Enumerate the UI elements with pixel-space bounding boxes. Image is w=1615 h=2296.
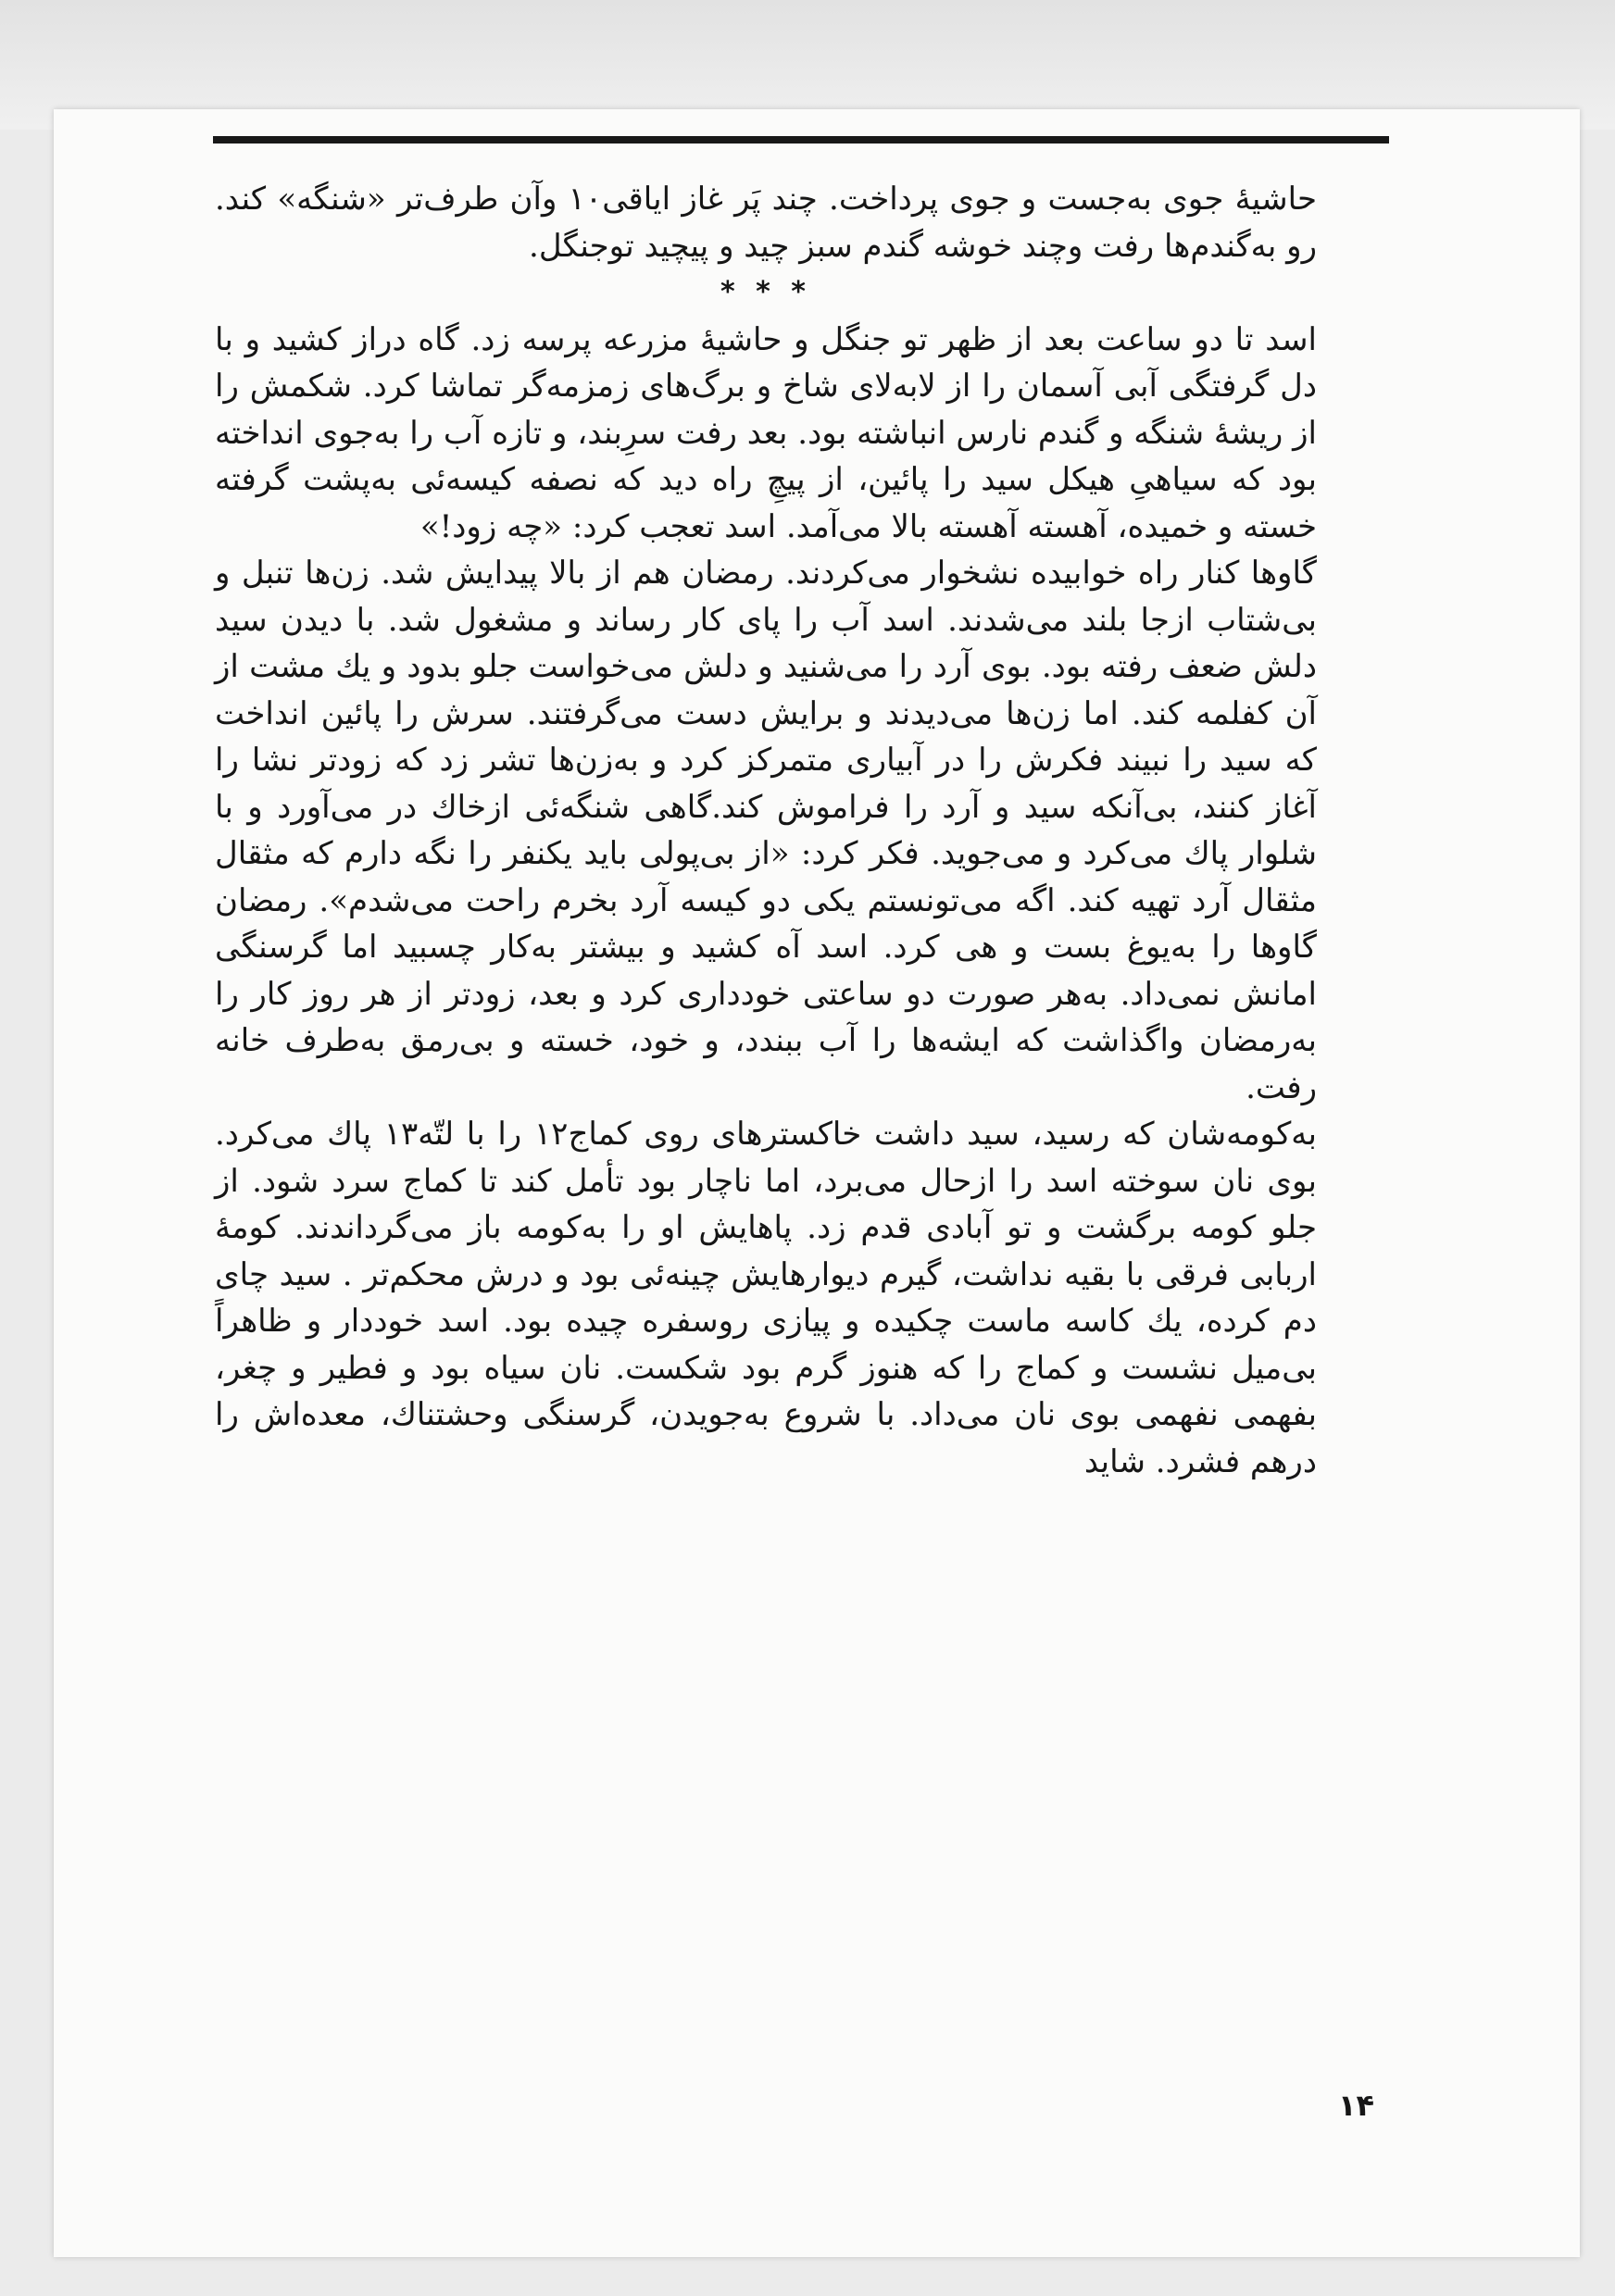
header-rule: [213, 136, 1389, 144]
body-text: [215, 176, 1317, 1485]
paragraph-3: گاوها کنار راه خوابیده نشخوار می‌کردند. رمضان هم از بالا پیدایش شد. زن‌ها تنبل و بی‌شتاب ازجا بلند می‌شدند. اسد آب را پای کار رساند و مشغول شد. با دیدن سید دلش ضعف رفته بود. بوی آرد را می‌شنید و دلش می‌خواست جلو بدود و یك مشت از آن کفلمه کند. اما زن‌ها می‌دیدند و برایش دست می‌گرفتند. سرش را پائین انداخت که سید را نبیند فکرش را در آبیاری متمرکز کرد و به‌زن‌ها تشر زد که زودتر نشا را آغاز کنند، بی‌آنکه سید و آرد را فراموش کند.گاهی شنگه‌ئی ازخاك در می‌آورد و با شلوار پاك می‌کرد و می‌جوید. فکر کرد: «از بی‌پولی باید یکنفر را نگه دارم که مثقال مثقال آرد تهیه کند. اگه می‌تونستم یکی دو کیسه آرد بخرم راحت می‌شدم». رمضان گاوها را به‌یوغ بست و هی کرد. اسد آه کشید و بیشتر به‌کار چسبید اما گرسنگی امانش نمی‌داد. به‌هر صورت دو ساعتی خودداری کرد و بعد، زودتر از هر روز کار را به‌رمضان واگذاشت که ایشه‌ها را آب ببندد، و خود، خسته و بی‌رمق به‌طرف خانه رفت.: [215, 555, 1318, 1106]
page-number: ۱۴: [1338, 2088, 1375, 2123]
paragraph-1: حاشیهٔ جوی به‌جست و جوی پرداخت. چند پَر غاز اياقی۱۰ وآن طرف‌تر «شنگه» کند. رو به‌گندم‌ها رفت وچند خوشه گندم سبز چید و پیچید توجنگل.: [215, 181, 1317, 265]
paragraph-4: به‌کومه‌شان که رسید، سید داشت خاکسترهای روی کماج۱۲ را با لتّه۱۳ پاك می‌کرد. بوی نان سوخته اسد را ازحال می‌برد، اما ناچار بود تأمل کند تا کماج سرد شود. از جلو کومه برگشت و تو آبادی قدم زد. پاهایش او را به‌کومه باز می‌گرداندند. کومهٔ اربابی فرقی با بقیه نداشت، گیرم دیوارهایش چینه‌ئی بود و درش محکم‌تر . سید چای دم کرده، یك کاسه ماست چکیده و پیازی روسفره چیده بود. اسد خوددار و ظاهراً بی‌میل نشست و کماج را که هنوز گرم بود شکست. نان سیاه بود و فطیر و چغر، بفهمی نفهمی بوی نان می‌داد. با شروع به‌جویدن، گرسنگی وحشتناك، معده‌اش را درهم فشرد. شاید: [215, 1116, 1317, 1480]
paragraph-2: اسد تا دو ساعت بعد از ظهر تو جنگل و حاشیهٔ مزرعه پرسه زد. گاه دراز کشید و با دل گرفتگی آبی آسمان را از لابه‌لای شاخ و برگ‌های زمزمه‌گر تماشا کرد. شکمش را از ریشهٔ شنگه و گندم نارس انباشته بود. بعد رفت سرِبند، و تازه آب را به‌جوی انداخته بود که سیاهیِ هیکل سید را پائین، از پیچِ راه دید که نصفه کیسه‌ئی به‌پشت گرفته خسته و خمیده، آهسته آهسته بالا می‌آمد. اسد تعجب کرد: «چه زود!»: [215, 320, 1317, 545]
section-break: * * *: [720, 276, 811, 308]
